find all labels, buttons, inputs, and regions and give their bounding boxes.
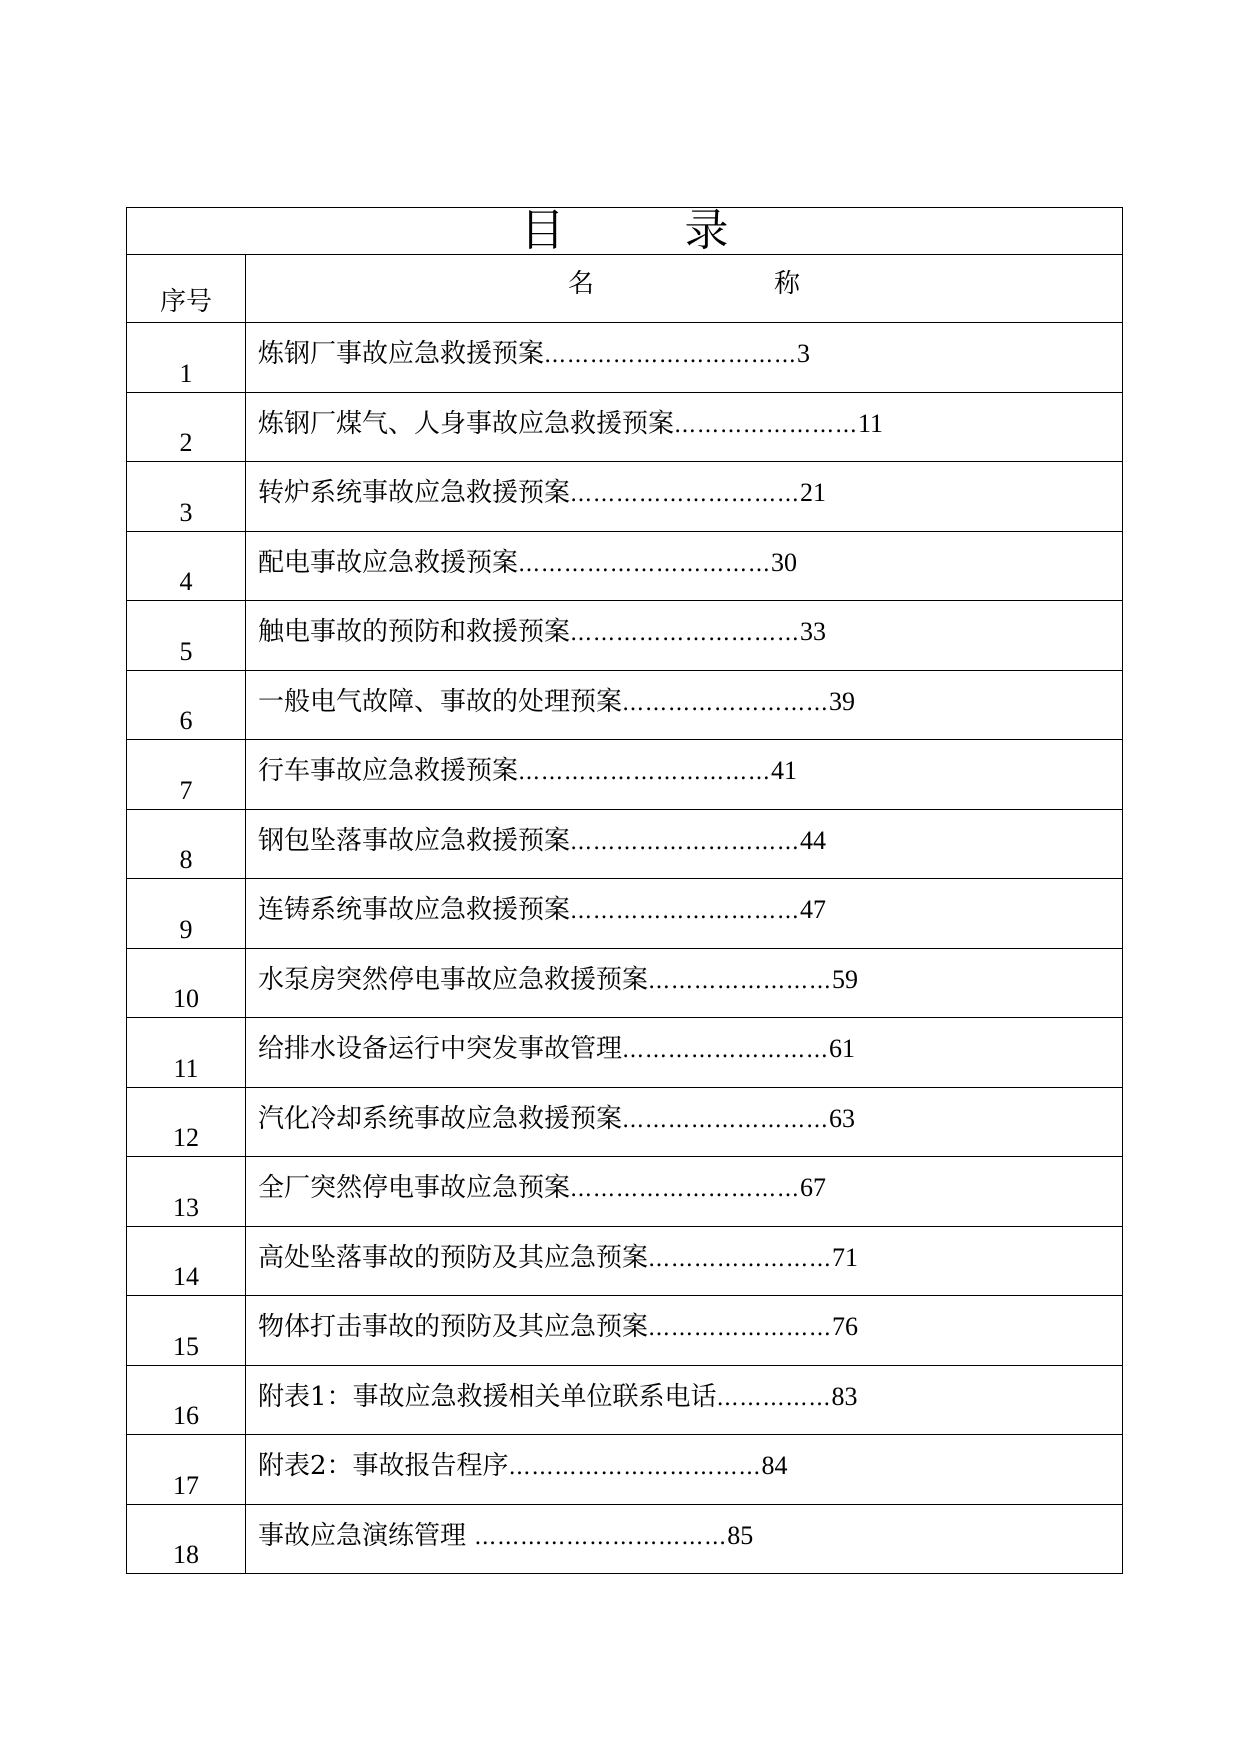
toc-row-entry bbox=[246, 879, 1123, 949]
toc-row-entry bbox=[246, 1157, 1123, 1227]
toc-entry-title: 炼钢厂煤气、人身事故应急救援预案 bbox=[258, 408, 675, 439]
toc-entry-leader: ………………………… bbox=[570, 621, 801, 646]
toc-entry-title: 汽化冷却系统事故应急救援预案 bbox=[258, 1103, 623, 1134]
toc-entry-page: 63 bbox=[829, 1103, 856, 1133]
toc-row-number: 18 bbox=[127, 1504, 246, 1574]
toc-entry-page: 33 bbox=[800, 617, 827, 646]
toc-row-number: 3 bbox=[127, 462, 246, 532]
toc-entry-leader: …………………………… bbox=[474, 1524, 728, 1550]
toc-title-row bbox=[127, 208, 1123, 255]
toc-entry-leader: …………………………… bbox=[544, 343, 798, 368]
toc-row bbox=[127, 531, 1123, 601]
toc-entry-title: 一般电气故障、事故的处理预案 bbox=[258, 686, 623, 717]
toc-entry-leader: ………………………… bbox=[570, 482, 801, 507]
toc-entry-page: 30 bbox=[771, 547, 798, 577]
toc-row-entry bbox=[246, 323, 1123, 393]
toc-entry-leader: …………… bbox=[716, 1385, 832, 1411]
toc-entry-page: 3 bbox=[797, 339, 811, 368]
toc-entry-page: 67 bbox=[800, 1173, 827, 1202]
toc-row bbox=[127, 1365, 1123, 1435]
toc-row-number: 15 bbox=[127, 1296, 246, 1366]
toc-row bbox=[127, 1504, 1123, 1574]
toc-entry-leader: ……………………… bbox=[622, 1038, 830, 1063]
toc-entry-title: 高处坠落事故的预防及其应急预案 bbox=[258, 1242, 649, 1273]
toc-entry-page: 76 bbox=[832, 1312, 859, 1341]
toc-entry-title: 转炉系统事故应急救援预案 bbox=[258, 478, 571, 508]
toc-entry-leader: …………………… bbox=[648, 1316, 833, 1341]
toc-row-entry bbox=[246, 601, 1123, 671]
toc-row bbox=[127, 879, 1123, 949]
toc-row bbox=[127, 1226, 1123, 1296]
toc-entry-title: 全厂突然停电事故应急预案 bbox=[258, 1173, 571, 1203]
toc-entry-leader: …………………………… bbox=[508, 1455, 762, 1480]
toc-entry-page: 41 bbox=[771, 756, 798, 785]
toc-entry-leader: ………………………… bbox=[570, 899, 801, 924]
toc-entry-title: 钢包坠落事故应急救援预案 bbox=[258, 825, 571, 856]
toc-row bbox=[127, 462, 1123, 532]
toc-row-number: 9 bbox=[127, 879, 246, 949]
toc-row-number: 7 bbox=[127, 740, 246, 810]
toc-entry-page: 85 bbox=[727, 1520, 754, 1550]
toc-title-left: 目 bbox=[520, 205, 565, 256]
toc-entry-page: 21 bbox=[800, 478, 827, 507]
toc-row-entry bbox=[246, 392, 1123, 462]
header-name-left: 名 bbox=[567, 269, 594, 299]
toc-entry-title: 连铸系统事故应急救援预案 bbox=[258, 895, 571, 925]
toc-row-entry bbox=[246, 1018, 1123, 1088]
toc-row-number: 12 bbox=[127, 1087, 246, 1157]
toc-entry-page: 71 bbox=[832, 1242, 859, 1272]
toc-row-number: 13 bbox=[127, 1157, 246, 1227]
toc-title-right: 录 bbox=[684, 205, 729, 256]
header-name bbox=[246, 255, 1123, 323]
toc-row-number: 5 bbox=[127, 601, 246, 671]
toc-row-number: 11 bbox=[127, 1018, 246, 1088]
toc-row-entry bbox=[246, 531, 1123, 601]
toc-row-number: 6 bbox=[127, 670, 246, 740]
toc-row bbox=[127, 601, 1123, 671]
header-name-right: 称 bbox=[774, 269, 801, 299]
toc-row-entry bbox=[246, 740, 1123, 810]
toc-row-entry bbox=[246, 1365, 1123, 1435]
toc-row bbox=[127, 948, 1123, 1018]
toc-entry-title: 附表2：事故报告程序 bbox=[258, 1451, 509, 1481]
toc-entry-title: 配电事故应急救援预案 bbox=[258, 547, 519, 578]
toc-entry-title: 物体打击事故的预防及其应急预案 bbox=[258, 1312, 649, 1342]
toc-row-number: 10 bbox=[127, 948, 246, 1018]
toc-entry-title: 炼钢厂事故应急救援预案 bbox=[258, 339, 545, 369]
toc-entry-page: 84 bbox=[761, 1451, 788, 1480]
toc-row-number: 14 bbox=[127, 1226, 246, 1296]
toc-row-number: 2 bbox=[127, 392, 246, 462]
toc-entry-leader: ………………………… bbox=[570, 1177, 801, 1202]
toc-row bbox=[127, 670, 1123, 740]
toc-entry-leader: …………………… bbox=[648, 1246, 833, 1272]
toc-row-number: 17 bbox=[127, 1435, 246, 1505]
table-of-contents bbox=[126, 207, 1123, 1574]
toc-row bbox=[127, 1296, 1123, 1366]
toc-entry-leader: …………………… bbox=[648, 968, 833, 994]
toc-entry-title: 行车事故应急救援预案 bbox=[258, 756, 519, 786]
toc-row bbox=[127, 1087, 1123, 1157]
toc-row-number: 4 bbox=[127, 531, 246, 601]
toc-entry-leader: ……………………… bbox=[622, 1107, 830, 1133]
toc-entry-page: 59 bbox=[832, 964, 859, 994]
toc-entry-title: 给排水设备运行中突发事故管理 bbox=[258, 1034, 623, 1064]
toc-row bbox=[127, 1157, 1123, 1227]
toc-row-entry bbox=[246, 1296, 1123, 1366]
toc-entry-title: 事故应急演练管理 bbox=[258, 1520, 475, 1551]
header-no: 序号 bbox=[127, 255, 246, 323]
toc-rows bbox=[127, 323, 1123, 1574]
toc-entry-page: 39 bbox=[829, 686, 856, 716]
toc-row-entry bbox=[246, 1435, 1123, 1505]
toc-row-entry bbox=[246, 809, 1123, 879]
toc-row-number: 1 bbox=[127, 323, 246, 393]
toc-header-row bbox=[127, 255, 1123, 323]
toc-entry-leader: …………………………… bbox=[518, 760, 772, 785]
toc-entry-leader: ……………………… bbox=[622, 690, 830, 716]
toc-row-entry bbox=[246, 670, 1123, 740]
toc-row-entry bbox=[246, 462, 1123, 532]
toc-row-entry bbox=[246, 1504, 1123, 1574]
toc-row-entry bbox=[246, 1226, 1123, 1296]
toc-row-entry bbox=[246, 948, 1123, 1018]
toc-row bbox=[127, 323, 1123, 393]
toc-entry-title: 水泵房突然停电事故应急救援预案 bbox=[258, 964, 649, 995]
toc-entry-page: 83 bbox=[831, 1381, 858, 1411]
toc-entry-page: 61 bbox=[829, 1034, 856, 1063]
toc-entry-title: 触电事故的预防和救援预案 bbox=[258, 617, 571, 647]
toc-entry-leader: ………………………… bbox=[570, 829, 801, 855]
toc-entry-title: 附表1：事故应急救援相关单位联系电话 bbox=[258, 1381, 717, 1412]
toc-row bbox=[127, 1018, 1123, 1088]
toc-row-number: 16 bbox=[127, 1365, 246, 1435]
toc-row bbox=[127, 392, 1123, 462]
toc-entry-page: 11 bbox=[858, 408, 884, 438]
toc-entry-leader: …………………………… bbox=[518, 551, 772, 577]
toc-row bbox=[127, 809, 1123, 879]
toc-row-entry bbox=[246, 1087, 1123, 1157]
toc-row bbox=[127, 1435, 1123, 1505]
toc-row bbox=[127, 740, 1123, 810]
toc-entry-page: 47 bbox=[800, 895, 827, 924]
toc-entry-page: 44 bbox=[800, 825, 827, 855]
toc-row-number: 8 bbox=[127, 809, 246, 879]
toc-title bbox=[127, 205, 1123, 256]
toc-entry-leader: …………………… bbox=[674, 412, 859, 438]
